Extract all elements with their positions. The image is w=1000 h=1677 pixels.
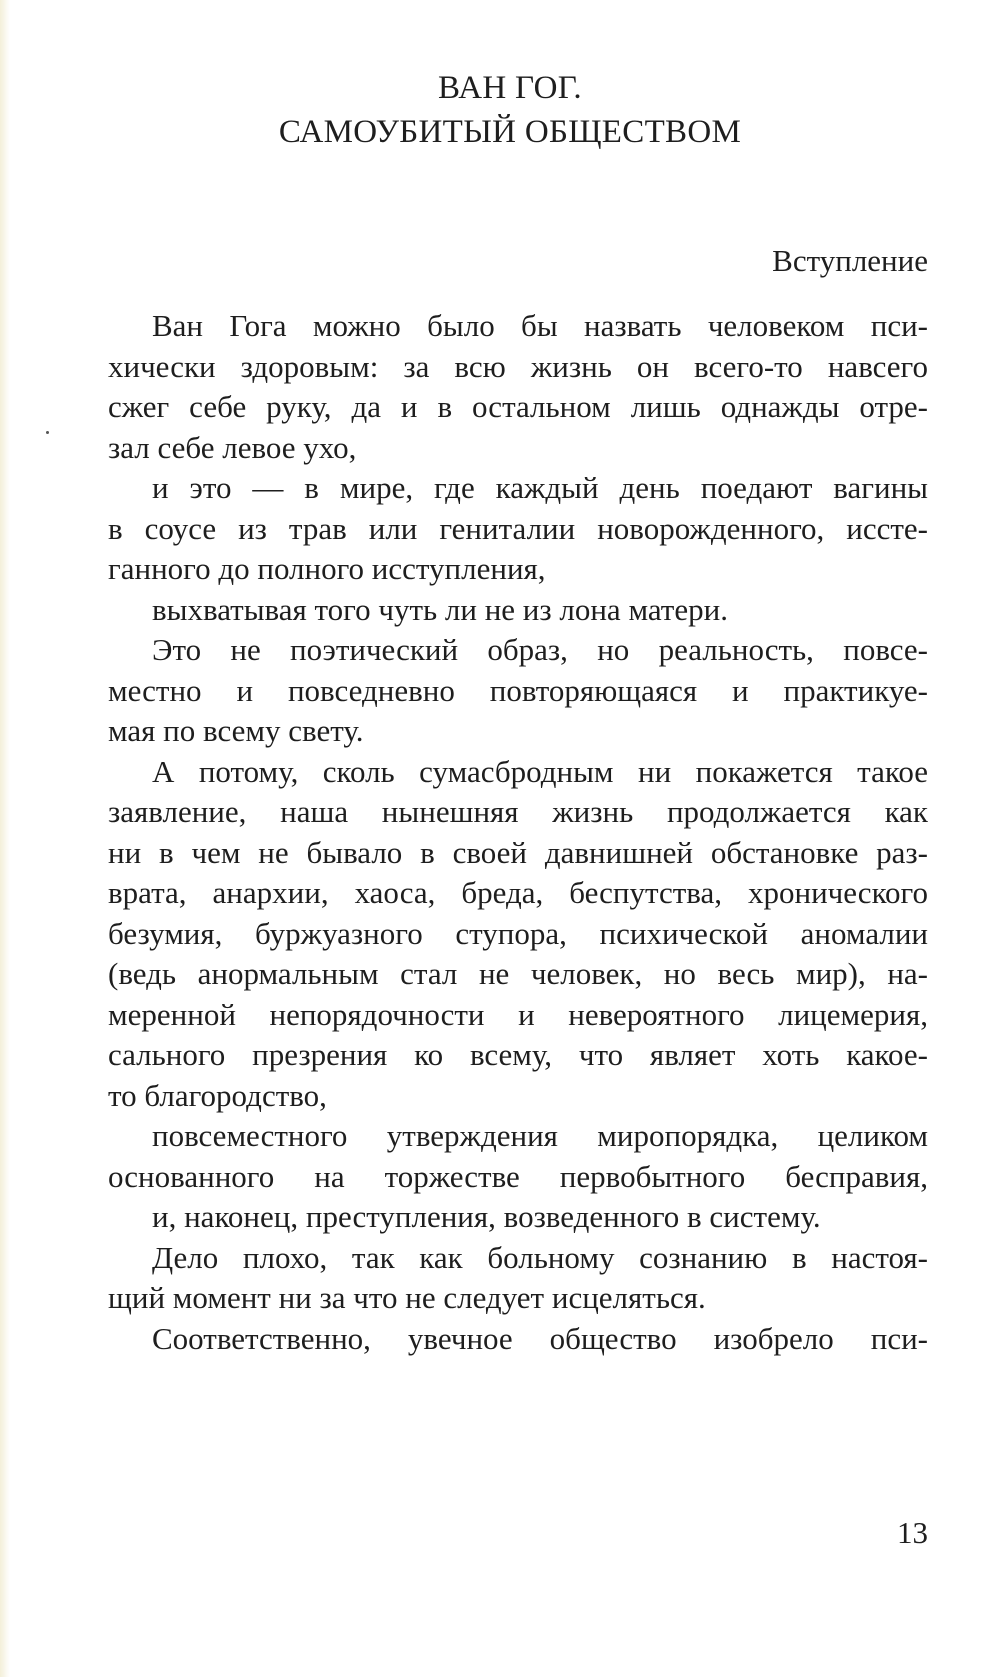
text-line: щий момент ни за что не следует исцеляться. (108, 1280, 706, 1315)
text-line: в соусе из трав или гениталии новорожденного, иссте- (108, 510, 928, 546)
section-title: Вступление (772, 243, 928, 278)
text-line: выхватывая того чуть ли не из лона матери. (152, 591, 728, 627)
body-text (108, 306, 928, 1359)
text-line: мая по всему свету. (108, 713, 364, 748)
text-line: основанного на торжестве первобытного бесправия, (108, 1158, 928, 1194)
text-line: ни в чем не бывало в своей давнишней обстановке раз- (108, 834, 928, 870)
text-line: и это — в мире, где каждый день поедают вагины (152, 470, 928, 505)
text-line: местно и повседневно повторяющаяся и практикуе- (108, 672, 928, 708)
text-line: безумия, буржуазного ступора, психической аномалии (108, 915, 928, 951)
text-line: сжег себе руку, да и в остальном лишь однажды отре- (108, 389, 928, 424)
text-line: (ведь анормальным стал не человек, но весь мир), на- (108, 956, 928, 991)
print-speck (46, 431, 49, 434)
text-line: врата, анархии, хаоса, бреда, беспутства, хронического (108, 875, 928, 910)
text-line: Это не поэтический образ, но реальность, повсе- (152, 632, 928, 667)
page-number: 13 (897, 1515, 928, 1550)
text-line: и, наконец, преступления, возведенного в систему. (152, 1199, 821, 1234)
text-line: Дело плохо, так как больному сознанию в настоя- (152, 1239, 928, 1275)
text-line: заявление, наша нынешняя жизнь продолжается как (108, 794, 928, 829)
text-line: А потому, сколь сумасбродным ни покажется такое (152, 753, 928, 789)
text-line: меренной непорядочности и невероятного лицемерия, (108, 996, 928, 1032)
text-line: Ван Гога можно было бы назвать человеком пси- (152, 308, 928, 343)
chapter-title-line-2: САМОУБИТЫЙ ОБЩЕСТВОМ (278, 114, 742, 150)
text-line: повсеместного утверждения миропорядка, целиком (152, 1118, 928, 1153)
page-edge-shading (0, 0, 10, 1677)
text-line: зал себе левое ухо, (108, 429, 357, 465)
text-line: хически здоровым: за всю жизнь он всего-то навсего (108, 348, 928, 384)
text-line: сального презрения ко всему, что являет хоть какое- (108, 1037, 928, 1072)
text-line: то благородство, (108, 1077, 327, 1113)
text-line: ганного до полного исступления, (108, 551, 546, 586)
text-line: Соответственно, увечное общество изобрело пси- (152, 1320, 928, 1356)
chapter-title-line-1: ВАН ГОГ. (438, 70, 582, 106)
